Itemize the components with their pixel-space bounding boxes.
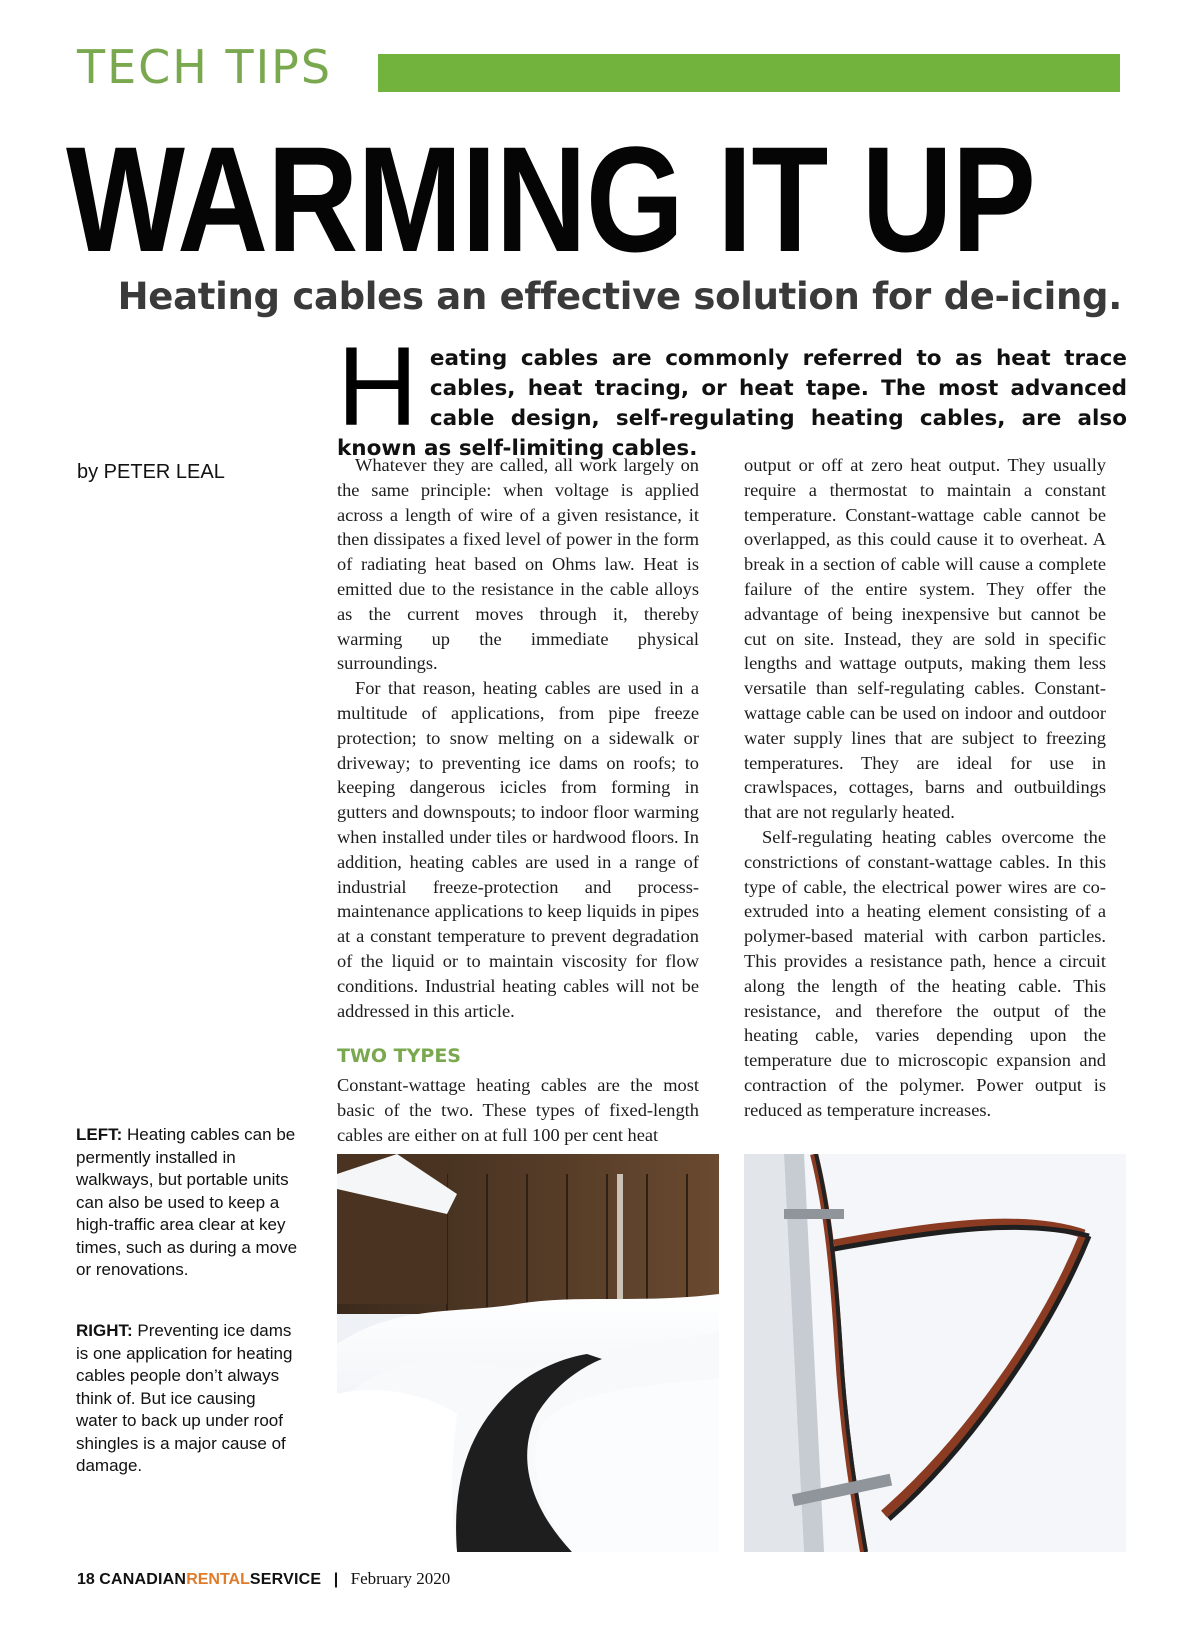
article-title: WARMING IT UP	[66, 115, 1036, 283]
subhead-two-types: TWO TYPES	[337, 1045, 461, 1068]
caption-right	[76, 1320, 298, 1478]
section-bar	[378, 54, 1120, 92]
body-paragraph: output or off at zero heat output. They usually require a thermostat to maintain a constant temperature. Constant-wattage cable cannot be overlapped, as this could cause it to overheat. A break in a section of cable will cause a complete failure of the entire system. They offer the advantage of being inexpensive but cannot be cut on site. Instead, they are sold in specific lengths and wattage outputs, making them less versatile than self-regulating cables. Constant-wattage cable can be used on indoor and outdoor water supply lines that are subject to freezing temperatures. They are ideal for use in crawlspaces, cottages, barns and outbuildings that are not regularly heated.	[744, 455, 1106, 823]
caption-text: Preventing ice dams is one application for heating cables people don’t always think of. But ice causing water to back up under roof shingles is a major cause of damage.	[76, 1321, 293, 1475]
brand-word-2: RENTAL	[186, 1571, 250, 1588]
body-paragraph: Constant-wattage heating cables are the most basic of the two. These types of fixed-length cables are either on at full 100 per cent heat	[337, 1075, 699, 1145]
body-column-2	[744, 453, 1106, 1123]
publication-brand	[99, 1571, 321, 1588]
footer-separator: |	[333, 1571, 339, 1588]
caption-text: Heating cables can be permently installed in walkways, but portable units can also be used to keep a high-traffic area clear at key times, such as during a move or renovations.	[76, 1125, 298, 1279]
lead-paragraph	[337, 324, 1127, 464]
body-paragraph: For that reason, heating cables are used in a multitude of applications, from pipe freeze protection; to snow melting on a sidewalk or driveway; to preventing ice dams on roofs; to keeping dangerous icicles from forming in gutters and downspouts; to indoor floor warming when installed under tiles or hardwood floors. In addition, heating cables are used in a range of industrial freeze-protection and process-maintenance applications to keep liquids in pipes at a constant temperature to prevent degradation of the liquid or to maintain viscosity for flow conditions. Industrial heating cables will not be addressed in this article.	[337, 678, 699, 1021]
section-label: TECH TIPS	[77, 40, 333, 94]
brand-word-1: CANADIAN	[99, 1571, 187, 1588]
page-number: 18	[77, 1571, 95, 1588]
caption-label: LEFT:	[76, 1125, 123, 1144]
snow-walkway-image	[337, 1154, 719, 1552]
byline: by PETER LEAL	[77, 461, 225, 483]
caption-label: RIGHT:	[76, 1321, 133, 1340]
body-paragraph: Self-regulating heating cables overcome the constrictions of constant-wattage cables. In this type of cable, the electrical power wires are co-extruded into a heating element consisting of a polymer-based material with carbon particles. This provides a resistance path, hence a circuit along the length of the heating cable. This resistance, and therefore the output of the heating cable, varies depending upon the temperature due to microscopic expansion and contraction of the polymer. Power output is reduced as temperature increases.	[744, 826, 1106, 1120]
brand-word-3: SERVICE	[249, 1571, 322, 1588]
roof-cable-image	[744, 1154, 1126, 1552]
body-paragraph: Whatever they are called, all work largely on the same principle: when voltage is applied across a length of wire of a given resistance, it then dissipates a fixed level of power in the form of radiating heat based on Ohms law. Heat is emitted due to the resistance in the cable alloys as the current moves through it, thereby warming up the immediate physical surroundings.	[337, 455, 699, 674]
page-footer	[77, 1569, 450, 1589]
issue-date: February 2020	[350, 1569, 451, 1588]
photo-snow-walkway	[337, 1154, 719, 1552]
photo-roof-heating-cable	[744, 1154, 1126, 1552]
body-column-1	[337, 453, 699, 1148]
drop-cap: H	[337, 324, 418, 449]
lead-text: eating cables are commonly referred to as heat trace cables, heat tracing, or heat tape. The most advanced cable design, self-regulating heating cables, are also known as self-limiting cables.	[337, 346, 1127, 461]
caption-left	[76, 1124, 298, 1282]
article-deck: Heating cables an effective solution for de-icing.	[117, 275, 1122, 318]
